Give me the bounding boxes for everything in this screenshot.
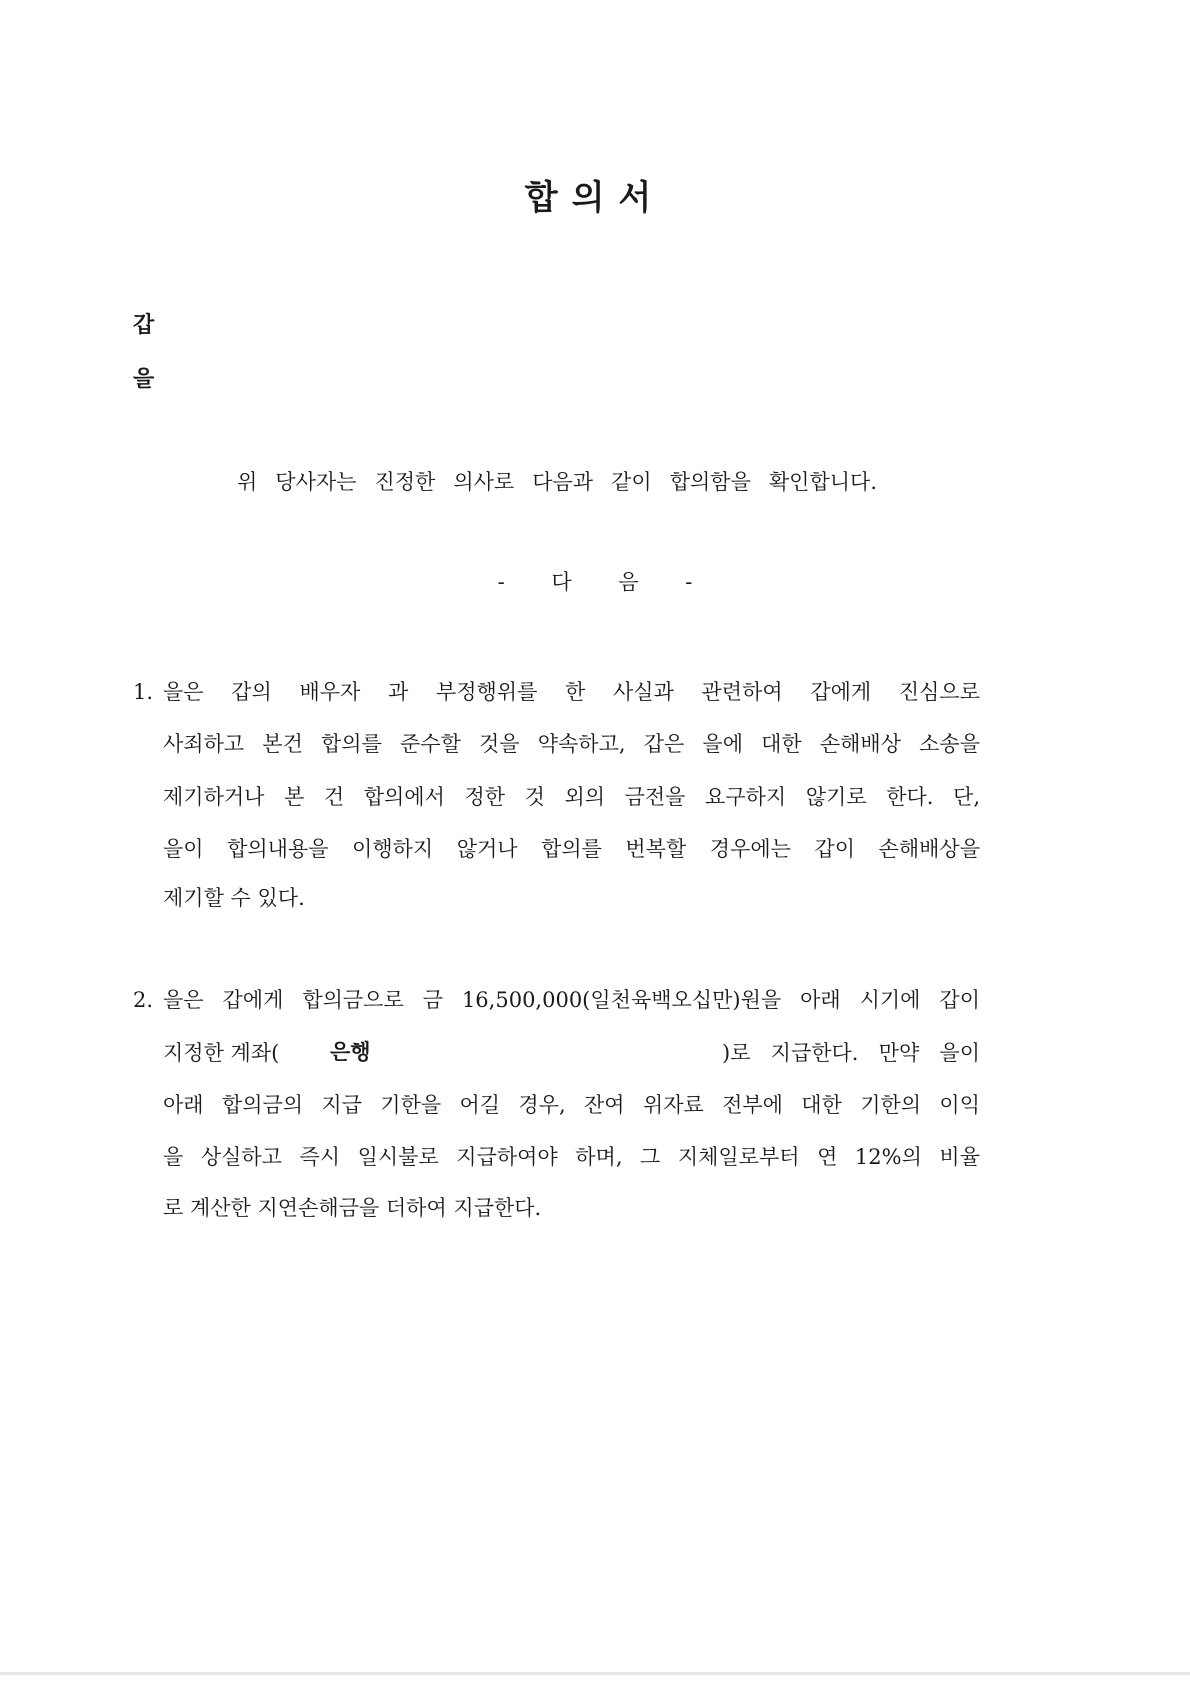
clause-line: 제기하거나 본 건 합의에서 정한 것 외의 금전을 요구하지 않기로 한다. 단, xyxy=(163,785,980,809)
clause-line: 아래 합의금의 지급 기한을 어길 경우, 잔여 위자료 전부에 대한 기한의 이익 xyxy=(163,1093,980,1117)
clause-line: 을 상실하고 즉시 일시불로 지급하여야 하며, 그 지체일로부터 연 12%의 비율 xyxy=(163,1145,980,1169)
clause-line: 을이 합의내용을 이행하지 않거나 합의를 번복할 경우에는 갑이 손해배상을 xyxy=(163,837,980,861)
party-a-label: 갑 xyxy=(133,313,155,338)
clause-line: 로 계산한 지연손해금을 더하여 지급한다. xyxy=(163,1196,542,1220)
bank-name: 은행 xyxy=(330,1040,371,1064)
party-b-label: 을 xyxy=(133,367,155,392)
scan-edge xyxy=(0,1672,1190,1675)
account-suffix: )로 지급한다. 만약 을이 xyxy=(722,1041,980,1065)
clause-number: 1. xyxy=(133,680,154,704)
clause-line: 을은 갑에게 합의금으로 금 16,500,000(일천육백오십만)원을 아래 시기에 갑이 xyxy=(163,988,980,1012)
intro-text: 위 당사자는 진정한 의사로 다음과 같이 합의함을 확인합니다. xyxy=(237,470,877,494)
account-prefix: 지정한 계좌( xyxy=(163,1041,280,1065)
section-heading: - 다 음 - xyxy=(497,570,693,594)
clause-line: 을은 갑의 배우자 과 부정행위를 한 사실과 관련하여 갑에게 진심으로 xyxy=(163,680,980,704)
document-title: 합의서 xyxy=(524,178,666,218)
clause-line: 제기할 수 있다. xyxy=(163,886,305,910)
clause-line: 사죄하고 본건 합의를 준수할 것을 약속하고, 갑은 을에 대한 손해배상 소송을 xyxy=(163,732,980,756)
clause-number: 2. xyxy=(133,988,154,1012)
